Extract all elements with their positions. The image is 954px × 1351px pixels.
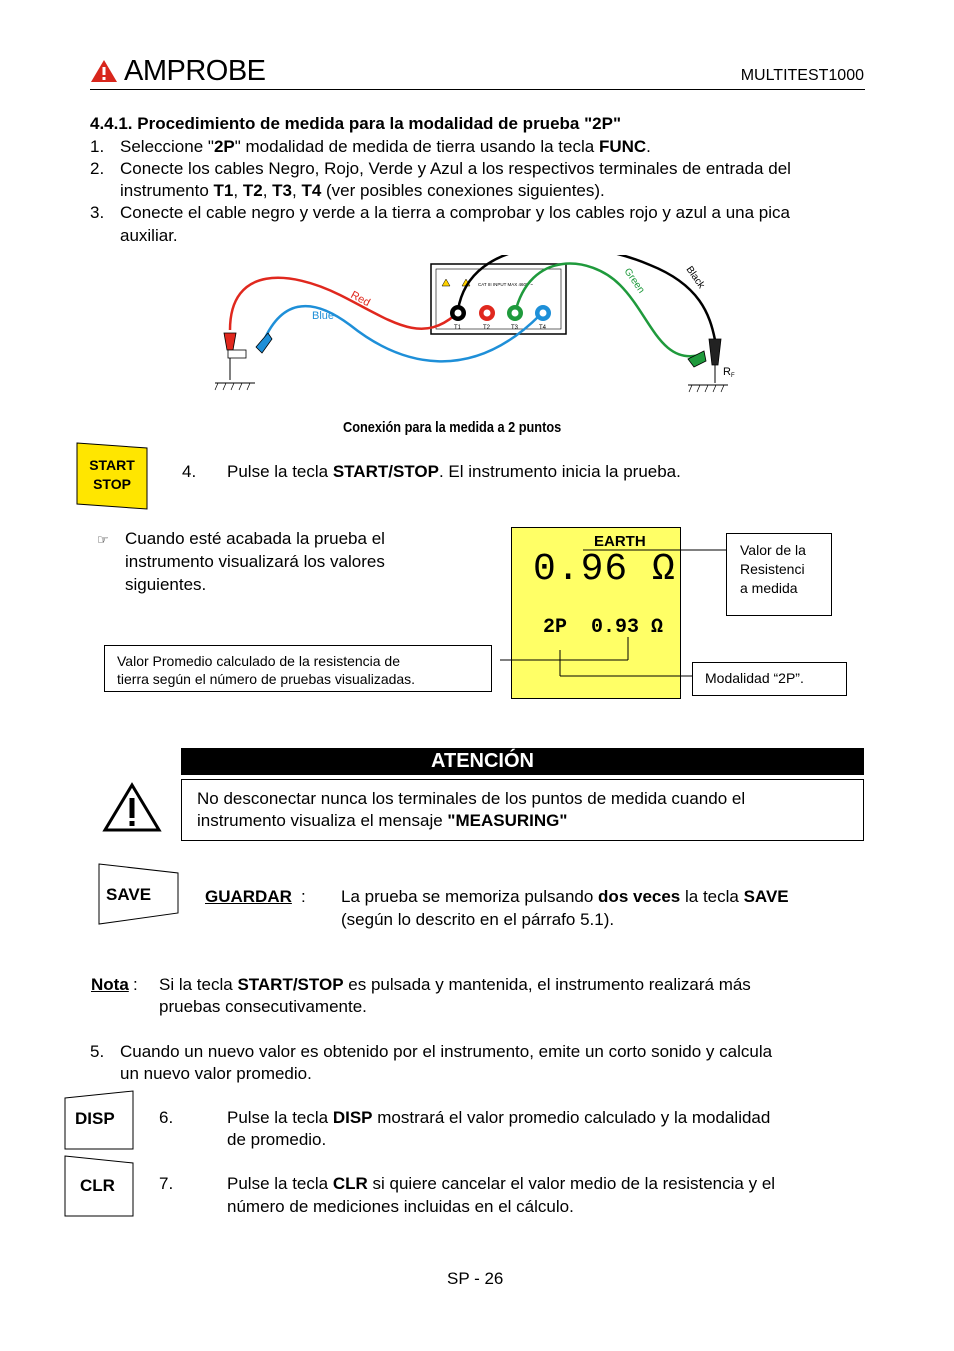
save-line-1: La prueba se memoriza pulsando dos veces la tecla SAVE: [341, 887, 789, 906]
step-3-num: 3.: [90, 203, 105, 222]
lcd-main-value: 0.96 Ω: [533, 548, 676, 591]
attention-header: ATENCIÓN: [181, 748, 864, 775]
disp-key-label: DISP: [75, 1109, 115, 1128]
step-5-line-2: un nuevo valor promedio.: [120, 1064, 312, 1083]
label-blue: Blue: [312, 310, 335, 322]
step-6-num: 6.: [159, 1108, 174, 1127]
step-7-line-2: número de mediciones incluidas en el cálculo.: [227, 1197, 574, 1216]
step-6-line-1: Pulse la tecla DISP mostrará el valor promedio calculado y la modalidad: [227, 1108, 771, 1127]
step-3-line-2: auxiliar.: [120, 226, 178, 245]
auxiliary-stake: [228, 350, 246, 358]
rf-subscript: F: [731, 373, 735, 379]
svg-text:T4: T4: [539, 325, 547, 331]
step-4-text: Pulse la tecla START/STOP. El instrumento inicia la prueba.: [227, 462, 681, 481]
callout-value-box: Valor de la Resistenci a medida: [726, 533, 832, 616]
step-3-line-1: Conecte el cable negro y verde a la tierra a comprobar y los cables rojo y azul a una pica: [120, 203, 790, 222]
svg-text:T1: T1: [454, 325, 462, 331]
step-7-line-1: Pulse la tecla CLR si quiere cancelar el valor medio de la resistencia y el: [227, 1174, 776, 1193]
note-line-2: pruebas consecutivamente.: [159, 997, 367, 1016]
note-colon: :: [133, 975, 138, 994]
instrument-panel: [431, 264, 566, 334]
step-5-num: 5.: [90, 1042, 105, 1061]
connection-diagram: [200, 255, 760, 405]
note-line-1: Si la tecla START/STOP es pulsada y mantenida, el instrumento realizará más: [159, 975, 751, 994]
blue-clip-icon: [256, 333, 272, 353]
step-7-num: 7.: [159, 1174, 174, 1193]
step-6-line-2: de promedio.: [227, 1130, 327, 1149]
section-title: 4.4.1. Procedimiento de medida para la modalidad de prueba "2P": [90, 114, 622, 133]
diagram-caption: Conexión para la medida a 2 puntos: [343, 419, 562, 436]
lcd-sub-value: 2P 0.93 Ω: [543, 616, 664, 639]
amprobe-logo: [90, 56, 266, 86]
save-label: GUARDAR: [205, 887, 292, 906]
svg-text:T3: T3: [511, 325, 519, 331]
panel-text: CAT III INPUT MAX 460V ~: [478, 282, 533, 287]
save-key-label: SAVE: [106, 885, 152, 904]
step-2-line-1: Conecte los cables Negro, Rojo, Verde y Azul a los respectivos terminales de entrada del: [120, 159, 791, 178]
green-clip-icon: [688, 351, 706, 367]
note-label: Nota: [91, 975, 129, 994]
pointing-hand-icon: ☞: [97, 532, 109, 547]
attention-line-1: No desconectar nunca los terminales de los puntos de medida cuando el: [197, 789, 746, 808]
brand-name: AMPROBE: [124, 55, 266, 87]
red-clip-icon: [224, 333, 236, 350]
result-text-line-1: Cuando esté acabada la prueba el: [125, 529, 385, 548]
rf-label: R: [723, 366, 731, 378]
svg-text:T2: T2: [483, 325, 491, 331]
clr-key-label: CLR: [80, 1176, 115, 1195]
model-name: MULTITEST1000: [740, 67, 864, 84]
step-2-line-2: instrumento T1, T2, T3, T4 (ver posibles conexiones siguientes).: [120, 181, 605, 200]
result-text-line-3: siguientes.: [125, 575, 207, 594]
callout-lines: [490, 540, 730, 680]
attention-line-2: instrumento visualiza el mensaje "MEASURING": [197, 811, 568, 830]
save-colon: :: [301, 887, 306, 906]
step-2-num: 2.: [90, 159, 105, 178]
result-text-line-2: instrumento visualizará los valores: [125, 552, 385, 571]
header-divider: [90, 89, 865, 90]
black-clip-icon: [709, 339, 721, 365]
red-wire: [230, 278, 455, 330]
label-black: Black: [683, 264, 707, 291]
label-green: Green: [621, 266, 647, 296]
callout-average-box: Valor Promedio calculado de la resistencia de tierra según el número de pruebas visualizadas.: [104, 645, 492, 692]
start-stop-key-label: START STOP: [89, 457, 135, 492]
step-1-num: 1.: [90, 137, 105, 156]
callout-mode-box: Modalidad “2P”.: [692, 662, 847, 696]
warning-triangle-logo-icon: [90, 59, 118, 83]
step-4-num: 4.: [182, 462, 197, 481]
label-red: Red: [348, 289, 373, 310]
attention-warning-icon: [102, 782, 162, 832]
page-number: SP - 26: [447, 1269, 504, 1288]
step-1-text: Seleccione "2P" modalidad de medida de tierra usando la tecla FUNC.: [120, 137, 651, 156]
save-line-2: (según lo descrito en el párrafo 5.1).: [341, 910, 615, 929]
step-5-line-1: Cuando un nuevo valor es obtenido por el instrumento, emite un corto sonido y calcula: [120, 1042, 773, 1061]
lcd-mode-label: EARTH: [594, 533, 646, 550]
